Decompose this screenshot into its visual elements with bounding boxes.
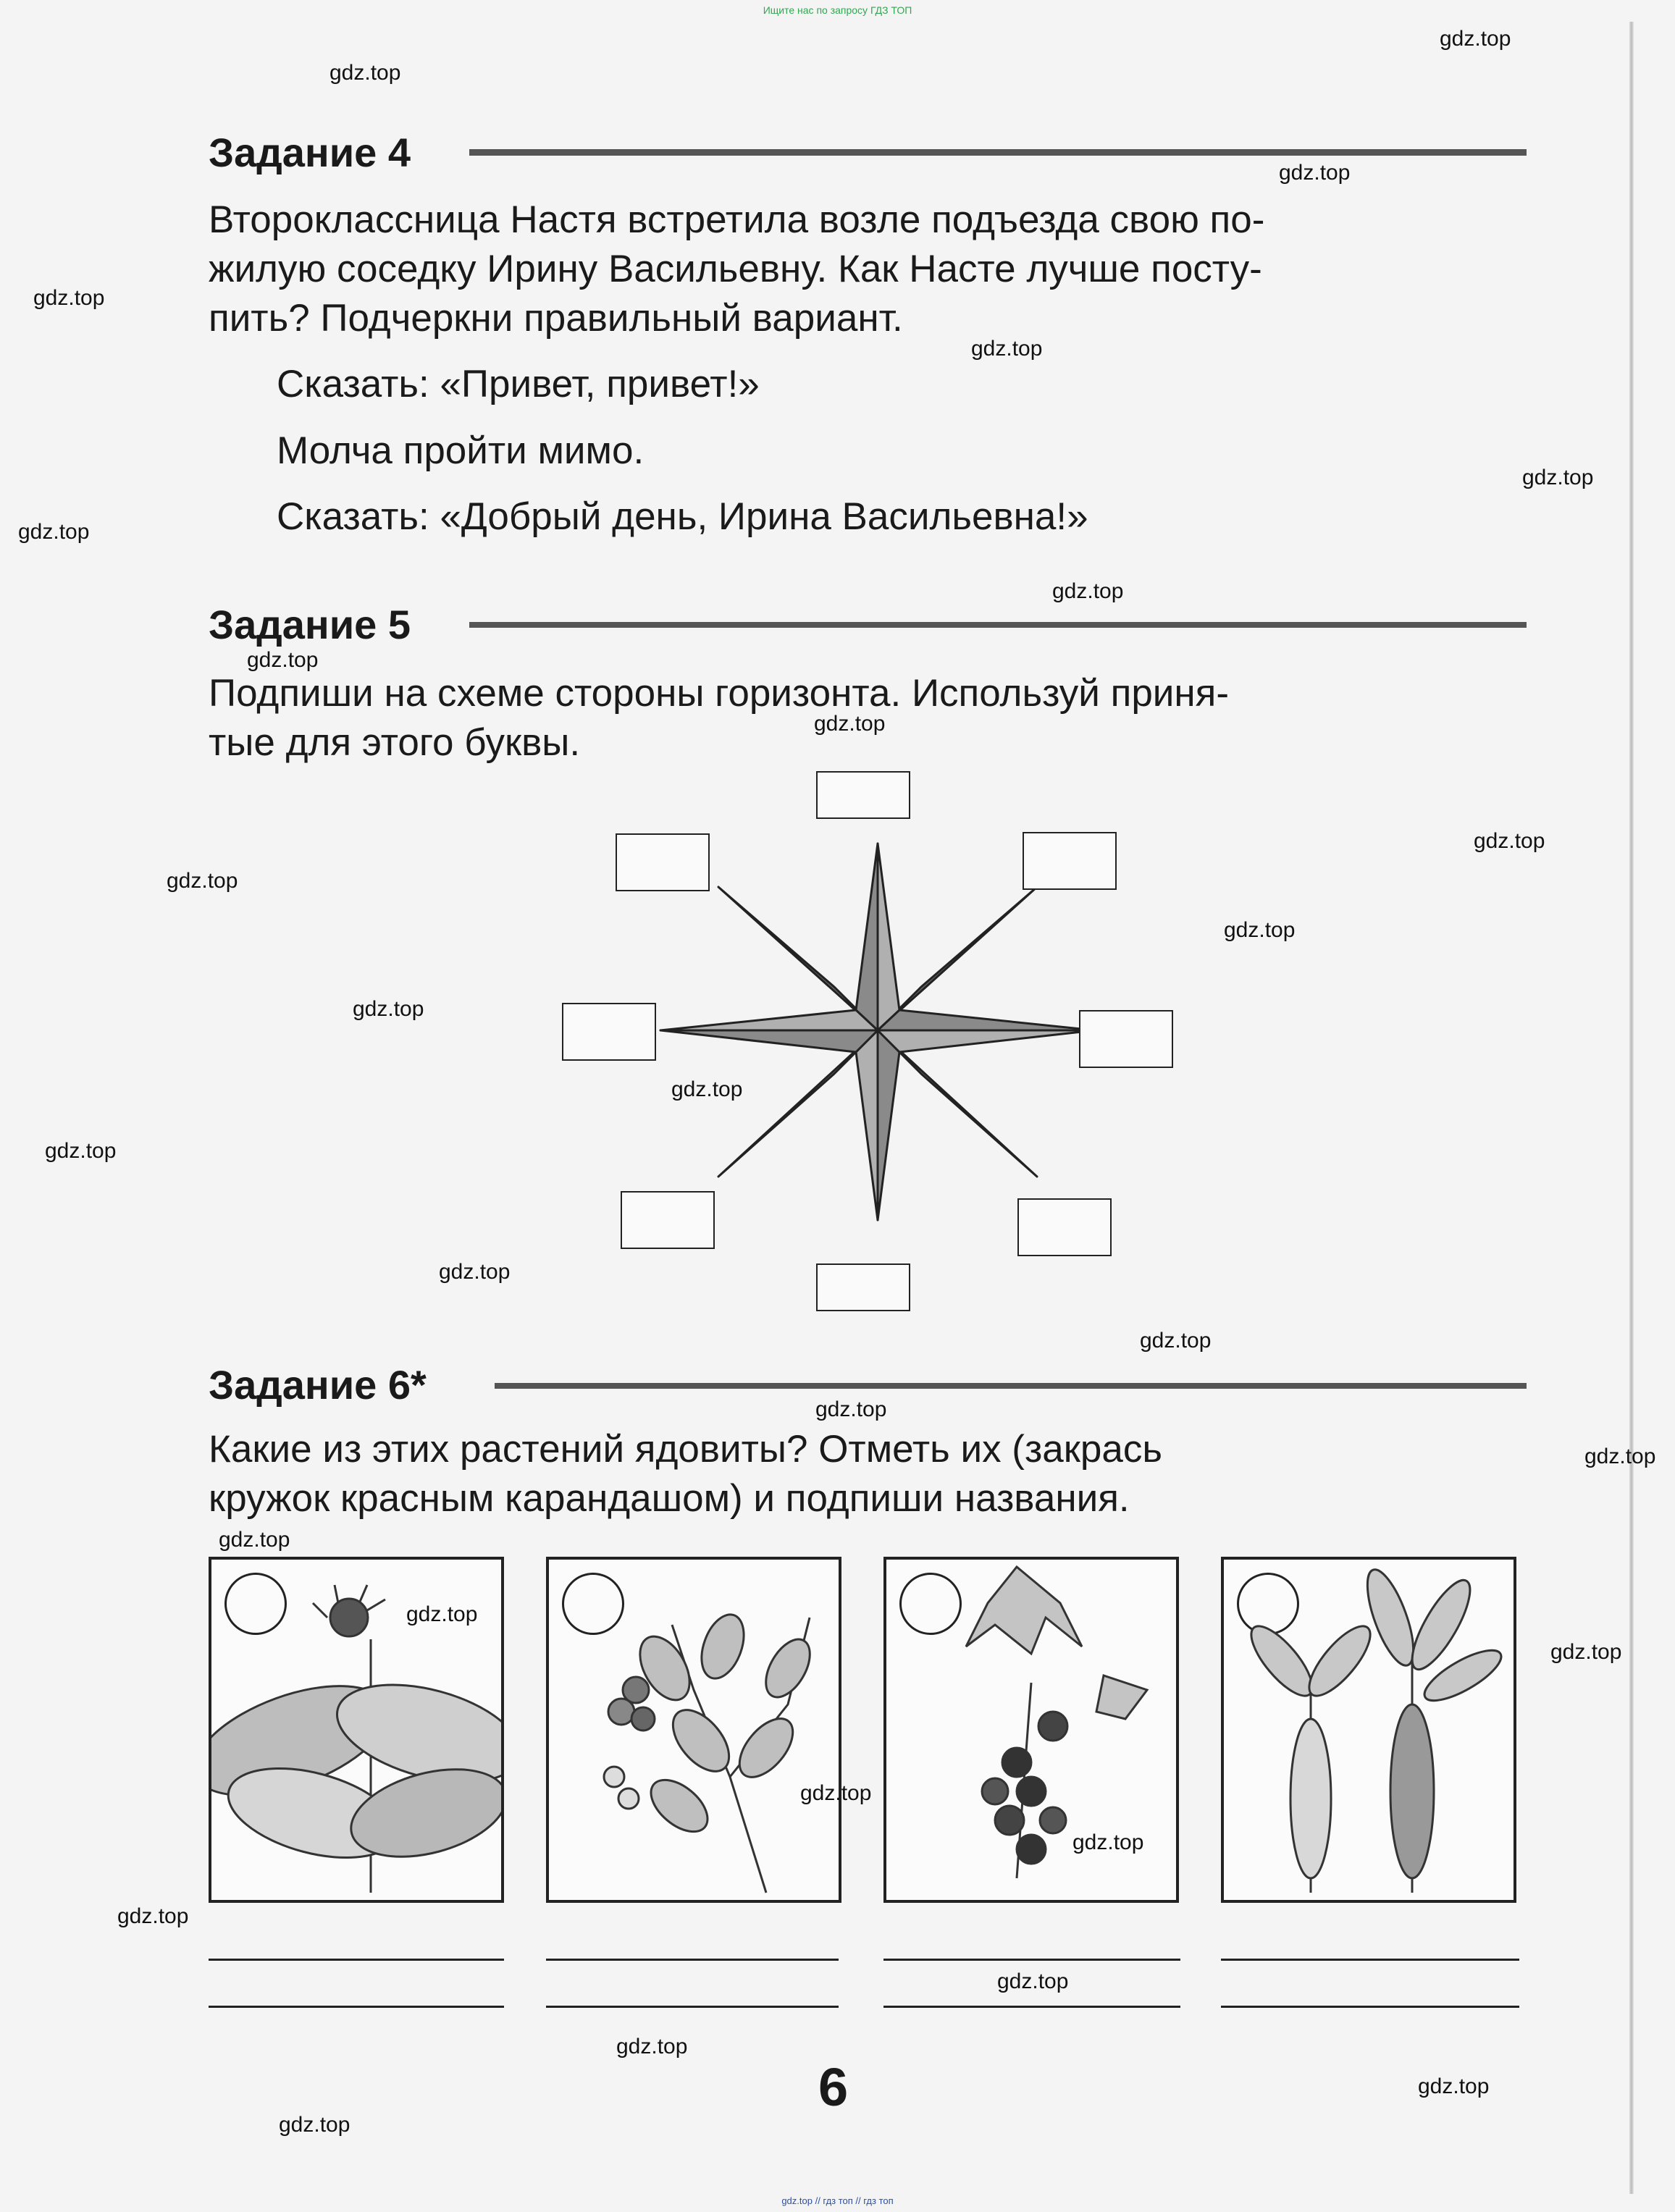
star-ray-w-top — [660, 1010, 878, 1030]
page-number: 6 — [818, 2057, 849, 2117]
watermark: gdz.top — [18, 520, 90, 544]
task5-line: Подпиши на схеме стороны горизонта. Используй приня- — [209, 672, 1230, 715]
direction-box-w[interactable] — [562, 1003, 656, 1061]
watermark: gdz.top — [1140, 1329, 1212, 1353]
watermark: gdz.top — [1550, 1640, 1622, 1664]
task4-option-2[interactable]: Молча пройти мимо. — [277, 429, 645, 472]
watermark: gdz.top — [1584, 1444, 1656, 1468]
task6-line: кружок красным карандашом) и подпиши названия. — [209, 1477, 1130, 1520]
direction-box-s[interactable] — [816, 1263, 910, 1311]
watermark: gdz.top — [671, 1077, 743, 1101]
watermark: gdz.top — [616, 2035, 688, 2058]
star-ray-n-right — [878, 844, 899, 1030]
task5-rule — [469, 622, 1527, 628]
star-ray-ne — [878, 887, 1037, 1030]
answer-line-2a[interactable] — [546, 1959, 839, 1961]
direction-box-e[interactable] — [1079, 1010, 1173, 1068]
star-ray-n-left — [856, 844, 878, 1030]
direction-box-nw[interactable] — [616, 833, 710, 891]
watermark: gdz.top — [814, 712, 886, 736]
direction-box-se[interactable] — [1017, 1198, 1112, 1256]
answer-line-3a[interactable] — [883, 1959, 1180, 1961]
watermark: gdz.top — [33, 286, 105, 310]
task5-title: Задание 5 — [209, 602, 411, 647]
watermark: gdz.top — [117, 1904, 189, 1928]
watermark: gdz.top — [997, 1969, 1069, 1993]
direction-box-n[interactable] — [816, 771, 910, 819]
watermark: gdz.top — [439, 1260, 511, 1284]
task4-line: жилую соседку Ирину Васильевну. Как Насте лучше посту- — [209, 248, 1262, 290]
watermark: gdz.top — [279, 2113, 350, 2137]
task6-rule — [495, 1383, 1527, 1389]
task6-line: Какие из этих растений ядовиты? Отметь их (закрась — [209, 1428, 1162, 1471]
task4-rule — [469, 149, 1527, 156]
compass-rose-diagram — [559, 771, 1196, 1437]
watermark: gdz.top — [815, 1397, 887, 1421]
watermark: gdz.top — [971, 337, 1043, 361]
task4-option-1[interactable]: Сказать: «Привет, привет!» — [277, 363, 760, 405]
bottom-banner: gdz.top // гдз топ // гдз топ — [781, 2195, 894, 2206]
star-ray-nw — [718, 887, 878, 1030]
task5-header — [209, 601, 1527, 647]
answer-line-4a[interactable] — [1221, 1959, 1519, 1961]
task4-option-3[interactable]: Сказать: «Добрый день, Ирина Васильевна!» — [277, 495, 1088, 538]
answer-line-2b[interactable] — [546, 2006, 839, 2008]
answer-line-1b[interactable] — [209, 2006, 504, 2008]
watermark: gdz.top — [353, 997, 424, 1021]
answer-line-3b[interactable] — [883, 2006, 1180, 2008]
answer-line-4b[interactable] — [1221, 2006, 1519, 2008]
plant-card-4 — [1221, 1557, 1516, 1903]
star-ray-e-bottom — [878, 1030, 1095, 1052]
watermark: gdz.top — [1522, 466, 1594, 489]
task5-line: тые для этого буквы. — [209, 721, 581, 764]
watermark: gdz.top — [1224, 918, 1296, 942]
watermark: gdz.top — [219, 1528, 290, 1552]
star-ray-e-top — [878, 1010, 1095, 1030]
direction-box-sw[interactable] — [621, 1191, 715, 1249]
direction-box-ne[interactable] — [1023, 832, 1117, 890]
task4-text — [209, 195, 1519, 343]
watermark: gdz.top — [1418, 2074, 1490, 2098]
watermark: gdz.top — [167, 869, 238, 893]
watermark: gdz.top — [247, 648, 319, 672]
star-ray-w-bottom — [660, 1030, 878, 1052]
top-banner: Ищите нас по запросу ГДЗ ТОП — [763, 4, 912, 16]
watermark: gdz.top — [329, 61, 401, 85]
task6-text — [209, 1425, 1519, 1523]
lingonberry-plant-illustration — [549, 1560, 839, 1900]
watermark: gdz.top — [1440, 27, 1511, 51]
watermark: gdz.top — [1279, 161, 1351, 185]
wolfsbane-plant-illustration — [1224, 1560, 1514, 1900]
watermark: gdz.top — [1052, 579, 1124, 603]
watermark: gdz.top — [1072, 1830, 1144, 1854]
answer-line-1a[interactable] — [209, 1959, 504, 1961]
watermark: gdz.top — [406, 1602, 478, 1626]
watermark: gdz.top — [800, 1781, 872, 1805]
star-ray-s-left — [856, 1030, 878, 1220]
task4-title: Задание 4 — [209, 130, 411, 175]
task4-line: пить? Подчеркни правильный вариант. — [209, 297, 903, 340]
task4-line: Второклассница Настя встретила возле подъезда свою по- — [209, 198, 1265, 241]
watermark: gdz.top — [1474, 829, 1545, 853]
task6-title: Задание 6* — [209, 1362, 427, 1408]
star-ray-s-right — [878, 1030, 899, 1220]
page-edge — [1629, 22, 1634, 2194]
watermark: gdz.top — [45, 1139, 117, 1163]
plant-card-2 — [546, 1557, 841, 1903]
